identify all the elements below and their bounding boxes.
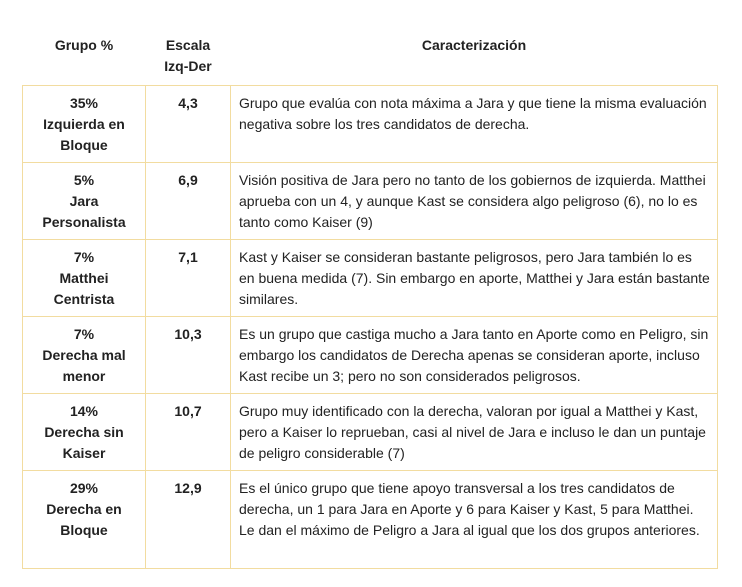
group-description: Kast y Kaiser se consideran bastante peligrosos, pero Jara también lo es en buena medida (7). Sin embargo en aporte, Matthei y Jara están bastante similares. <box>231 240 718 317</box>
scale-value: 6,9 <box>146 163 231 240</box>
groups-table <box>22 27 718 569</box>
group-name: Matthei Centrista <box>53 270 115 307</box>
group-description: Grupo muy identificado con la derecha, valoran por igual a Matthei y Kast, pero a Kaiser lo reprueban, casi al nivel de Jara e incluso le dan un puntaje de peligro considerable (7) <box>231 394 718 471</box>
group-cell <box>23 240 146 317</box>
group-name: Jara Personalista <box>42 193 126 230</box>
group-name: Derecha sin Kaiser <box>44 424 124 461</box>
scale-value: 4,3 <box>146 86 231 163</box>
group-percent: 29% <box>69 480 99 496</box>
group-description: Es un grupo que castiga mucho a Jara tanto en Aporte como en Peligro, sin embargo los candidatos de Derecha apenas se consideran aporte, incluso Kast recibe un 3; pero no son considerados peligrosos. <box>231 317 718 394</box>
table-row <box>23 394 718 471</box>
group-name: Derecha en Bloque <box>46 501 122 538</box>
table-row <box>23 240 718 317</box>
header-scale: Escala Izq-Der <box>164 37 212 74</box>
table-row <box>23 317 718 394</box>
scale-value: 10,7 <box>146 394 231 471</box>
header-description: Caracterización <box>421 37 527 53</box>
group-cell <box>23 471 146 569</box>
group-percent: 5% <box>73 172 95 188</box>
group-cell <box>23 86 146 163</box>
table-row <box>23 471 718 569</box>
group-percent: 7% <box>73 326 95 342</box>
group-percent: 35% <box>69 95 99 111</box>
group-name: Izquierda en Bloque <box>43 116 125 153</box>
table-row <box>23 163 718 240</box>
group-description: Es el único grupo que tiene apoyo transversal a los tres candidatos de derecha, un 1 para Jara en Aporte y 6 para Kaiser y Kast, 5 para Matthei. Le dan el máximo de Peligro a Jara al igual que los dos grupos anteriores. <box>231 471 718 569</box>
group-cell <box>23 394 146 471</box>
group-name: Derecha mal menor <box>42 347 126 384</box>
group-percent: 7% <box>73 249 95 265</box>
table-header-row <box>23 27 718 86</box>
group-description: Visión positiva de Jara pero no tanto de los gobiernos de izquierda. Matthei aprueba con un 4, y aunque Kast se considera algo peligroso (6), no lo es tanto como Kaiser (9) <box>231 163 718 240</box>
scale-value: 7,1 <box>146 240 231 317</box>
scale-value: 10,3 <box>146 317 231 394</box>
group-cell <box>23 163 146 240</box>
group-description: Grupo que evalúa con nota máxima a Jara y que tiene la misma evaluación negativa sobre los tres candidatos de derecha. <box>231 86 718 163</box>
scale-value: 12,9 <box>146 471 231 569</box>
group-percent: 14% <box>69 403 99 419</box>
header-group: Grupo % <box>54 37 114 53</box>
group-cell <box>23 317 146 394</box>
table-row <box>23 86 718 163</box>
